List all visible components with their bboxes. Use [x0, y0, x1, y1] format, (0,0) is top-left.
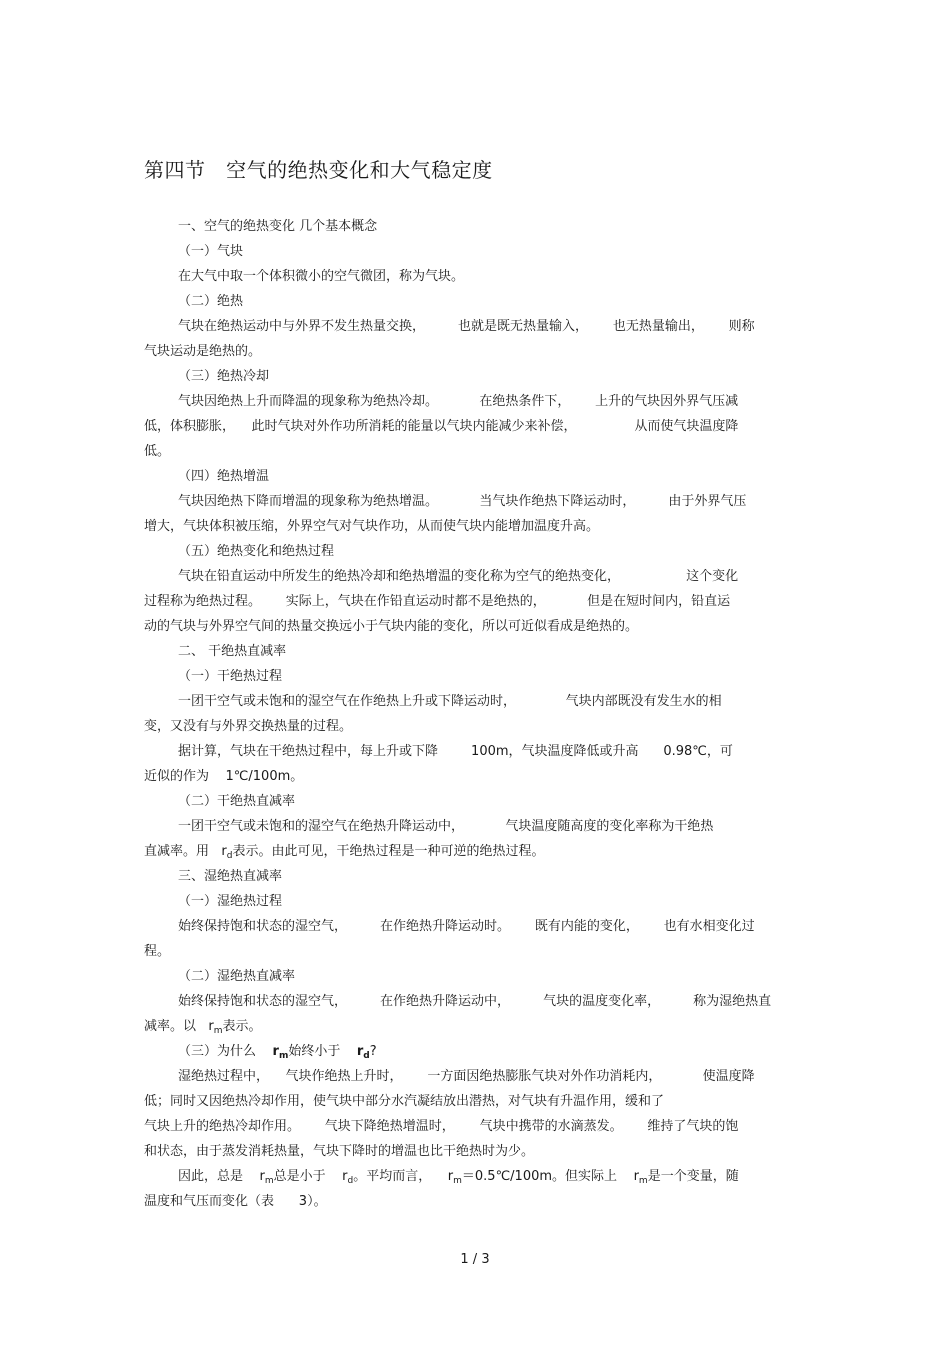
- subsection-heading: （二）湿绝热直减率: [178, 969, 296, 984]
- paragraph-line: 近似的作为 1℃/100m。: [144, 769, 304, 784]
- paragraph-line: 程。: [144, 944, 171, 959]
- page-number: 1 / 3: [460, 1252, 490, 1267]
- paragraph-line: 据计算，气块在干绝热过程中，每上升或下降 100m，气块温度降低或升高 0.98℃，可: [178, 744, 733, 759]
- paragraph-line: 低；同时又因绝热冷却作用，使气块中部分水汽凝结放出潜热，对气块有升温作用，缓和了: [144, 1094, 665, 1109]
- paragraph-line: 一团干空气或未饱和的湿空气在作绝热上升或下降运动时， 气块内部既没有发生水的相: [178, 694, 722, 709]
- paragraph-line: 气块在绝热运动中与外界不发生热量交换， 也就是既无热量输入， 也无热量输出， 则称: [178, 319, 755, 334]
- section-heading: 一、空气的绝热变化 几个基本概念: [178, 219, 378, 234]
- paragraph-line: 低，体积膨胀， 此时气块对外作功所消耗的能量以气块内能减少来补偿， 从而使气块温度降: [144, 419, 739, 434]
- paragraph-line: 湿绝热过程中， 气块作绝热上升时， 一方面因绝热膨胀气块对外作功消耗内， 使温度降: [178, 1069, 755, 1084]
- subscript-d: d: [226, 851, 233, 861]
- paragraph-line: 气块在铅直运动中所发生的绝热冷却和绝热增温的变化称为空气的绝热变化， 这个变化: [178, 569, 739, 584]
- paragraph-line: 气块因绝热上升而降温的现象称为绝热冷却。 在绝热条件下， 上升的气块因外界气压减: [178, 394, 739, 409]
- paragraph-line: 减率。以 $r_m$表示。: [144, 1019, 262, 1036]
- paragraph-line: 动的气块与外界空气间的热量交换远小于气块内能的变化，所以可近似看成是绝热的。: [144, 619, 639, 634]
- section-heading: 二、 干绝热直减率: [178, 644, 287, 659]
- subsection-heading: （二）绝热: [178, 294, 244, 309]
- subsection-heading: （二）干绝热直减率: [178, 794, 296, 809]
- paragraph-line: 变，又没有与外界交换热量的过程。: [144, 719, 353, 734]
- subsection-heading: （一）湿绝热过程: [178, 894, 283, 909]
- paragraph-line: 温度和气压而变化（表 3）。: [144, 1194, 327, 1209]
- subsection-heading: （三）为什么 $r_m$始终小于 $r_d$?: [178, 1044, 377, 1061]
- paragraph-line: 低。: [144, 444, 171, 459]
- paragraph-line: 一团干空气或未饱和的湿空气在绝热升降运动中， 气块温度随高度的变化率称为干绝热: [178, 819, 714, 834]
- paragraph-line: 气块因绝热下降而增温的现象称为绝热增温。 当气块作绝热下降运动时， 由于外界气压: [178, 494, 747, 509]
- paragraph-line: 始终保持饱和状态的湿空气， 在作绝热升降运动中， 气块的温度变化率， 称为湿绝热直: [178, 994, 772, 1009]
- paragraph-line: 在大气中取一个体积微小的空气微团，称为气块。: [178, 269, 465, 284]
- subsection-heading: （三）绝热冷却: [178, 369, 270, 384]
- paragraph-line: 过程称为绝热过程。 实际上，气块在作铅直运动时都不是绝热的， 但是在短时间内，铅直运: [144, 594, 731, 609]
- section-title: 第四节 空气的绝热变化和大气稳定度: [144, 158, 493, 182]
- paragraph-line: 增大，气块体积被压缩，外界空气对气块作功，从而使气块内能增加温度升高。: [144, 519, 600, 534]
- paragraph-line: 气块运动是绝热的。: [144, 344, 262, 359]
- paragraph-line: 和状态，由于蒸发消耗热量，气块下降时的增温也比干绝热时为少。: [144, 1144, 535, 1159]
- subsection-heading: （一）气块: [178, 244, 244, 259]
- paragraph-line: 因此，总是 $r_m$总是小于 $r_d$。平均而言， $r_m=0.5℃/100m$。但实际上 $r_m$是一个变量，随: [178, 1169, 739, 1186]
- paragraph-line: 气块上升的绝热冷却作用。 气块下降绝热增温时， 气块中携带的水滴蒸发。 维持了气块的饱: [144, 1119, 739, 1134]
- subsection-heading: （五）绝热变化和绝热过程: [178, 544, 335, 559]
- document-body: [144, 214, 804, 1214]
- subsection-heading: （一）干绝热过程: [178, 669, 283, 684]
- section-heading: 三、湿绝热直减率: [178, 869, 283, 884]
- paragraph-line: 始终保持饱和状态的湿空气， 在作绝热升降运动时。 既有内能的变化， 也有水相变化过: [178, 919, 755, 934]
- paragraph-line: 直减率。用 $r_d$表示。由此可见，干绝热过程是一种可逆的绝热过程。: [144, 844, 545, 861]
- subsection-heading: （四）绝热增温: [178, 469, 270, 484]
- subscript-m: m: [213, 1026, 223, 1036]
